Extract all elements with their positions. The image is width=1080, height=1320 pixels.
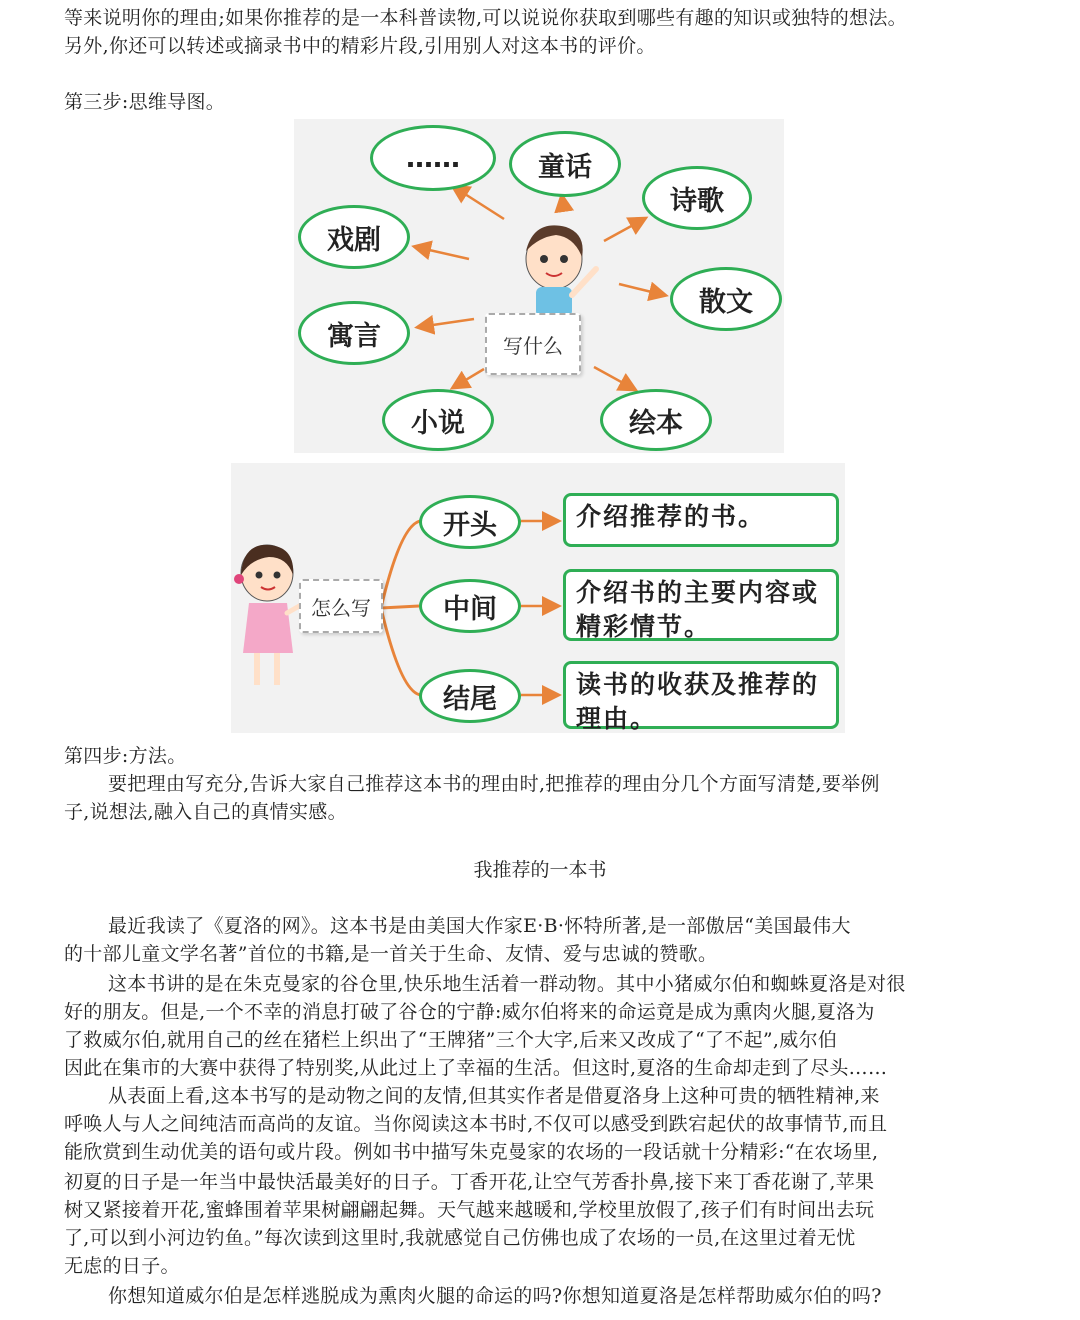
arrow-to-picturebook <box>594 367 634 389</box>
branch-label-end: 结尾 <box>419 669 521 723</box>
branch-label-middle: 中间 <box>419 579 521 633</box>
step4-heading: 第四步:方法。 <box>64 745 187 767</box>
node-drama: 戏剧 <box>298 205 410 269</box>
branch-desc-middle: 介绍书的主要内容或精彩情节。 <box>563 569 839 641</box>
essay-line: 无虑的日子。 <box>64 1255 180 1277</box>
intro-line-1: 等来说明你的理由;如果你推荐的是一本科普读物,可以说说你获取到哪些有趣的知识或独特的想法。 <box>64 7 907 29</box>
mindmap2-center-label: 怎么写 <box>299 579 383 633</box>
essay-line: 因此在集市的大赛中获得了特别奖,从此过上了幸福的生活。但这时,夏洛的生命却走到了尽头…… <box>64 1057 888 1079</box>
node-novel: 小说 <box>382 389 494 451</box>
essay-line: 初夏的日子是一年当中最快活最美好的日子。丁香开花,让空气芳香扑鼻,接下来丁香花谢了,苹果 <box>64 1171 875 1193</box>
node-ellipsis: …… <box>370 125 496 191</box>
essay-line: 你想知道威尔伯是怎样逃脱成为熏肉火腿的命运的吗?你想知道夏洛是怎样帮助威尔伯的吗? <box>108 1285 882 1307</box>
branch-label-start: 开头 <box>419 495 521 549</box>
essay-line: 了救威尔伯,就用自己的丝在猪栏上织出了“王牌猪”三个大字,后来又改成了“了不起”,威尔伯 <box>64 1029 838 1051</box>
essay-title: 我推荐的一本书 <box>473 859 607 881</box>
essay-line: 这本书讲的是在朱克曼家的谷仓里,快乐地生活着一群动物。其中小猪威尔伯和蜘蛛夏洛是对很 <box>108 973 906 995</box>
mindmap-how-to-write <box>231 463 845 733</box>
node-picturebook: 绘本 <box>600 389 712 451</box>
essay-line: 能欣赏到生动优美的语句或片段。例如书中描写朱克曼家的农场的一段话就十分精彩:“在农场里, <box>64 1141 879 1163</box>
branch-desc-start: 介绍推荐的书。 <box>563 493 839 547</box>
intro-line-2: 另外,你还可以转述或摘录书中的精彩片段,引用别人对这本书的评价。 <box>64 35 656 57</box>
essay-line: 的十部儿童文学名著”首位的书籍,是一首关于生命、友情、爱与忠诚的赞歌。 <box>64 943 718 965</box>
arrow-to-poetry <box>604 219 644 241</box>
mindmap1-center-label: 写什么 <box>485 313 581 375</box>
essay-line: 从表面上看,这本书写的是动物之间的友情,但其实作者是借夏洛身上这种可贵的牺牲精神,来 <box>108 1085 880 1107</box>
essay-line: 呼唤人与人之间纯洁而高尚的友谊。当你阅读这本书时,不仅可以感受到跌宕起伏的故事情节,而且 <box>64 1113 888 1135</box>
girl-illustration <box>234 545 301 685</box>
branch-middle <box>381 606 419 608</box>
essay-line: 最近我读了《夏洛的网》。这本书是由美国大作家E·B·怀特所著,是一部傲居“美国最伟大 <box>108 915 851 937</box>
branch-desc-end: 读书的收获及推荐的理由。 <box>563 661 839 729</box>
node-fairytale: 童话 <box>509 131 621 197</box>
essay-line: 树又紧接着开花,蜜蜂围着苹果树翩翩起舞。天气越来越暖和,学校里放假了,孩子们有时间出去玩 <box>64 1199 875 1221</box>
mindmap-what-to-write <box>294 119 784 453</box>
node-prose: 散文 <box>670 267 782 331</box>
branch-end <box>381 608 421 695</box>
step3-heading: 第三步:思维导图。 <box>64 91 226 113</box>
node-fable: 寓言 <box>298 301 410 365</box>
step4-para-line-1: 要把理由写充分,告诉大家自己推荐这本书的理由时,把推荐的理由分几个方面写清楚,要举例 <box>108 773 880 795</box>
arrow-to-drama <box>416 247 469 259</box>
essay-line: 好的朋友。但是,一个不幸的消息打破了谷仓的宁静:威尔伯将来的命运竟是成为熏肉火腿,夏洛为 <box>64 1001 875 1023</box>
step4-para-line-2: 子,说想法,融入自己的真情实感。 <box>64 801 347 823</box>
arrow-to-ellipsis <box>454 187 504 219</box>
arrow-to-prose <box>619 284 664 295</box>
essay-line: 了,可以到小河边钓鱼。”每次读到这里时,我就感觉自己仿佛也成了农场的一员,在这里过着无忧 <box>64 1227 856 1249</box>
arrow-to-fairytale <box>562 197 564 211</box>
arrow-to-fable <box>419 319 474 327</box>
arrow-to-novel <box>454 369 484 387</box>
node-poetry: 诗歌 <box>642 166 752 230</box>
branch-start <box>381 521 421 608</box>
